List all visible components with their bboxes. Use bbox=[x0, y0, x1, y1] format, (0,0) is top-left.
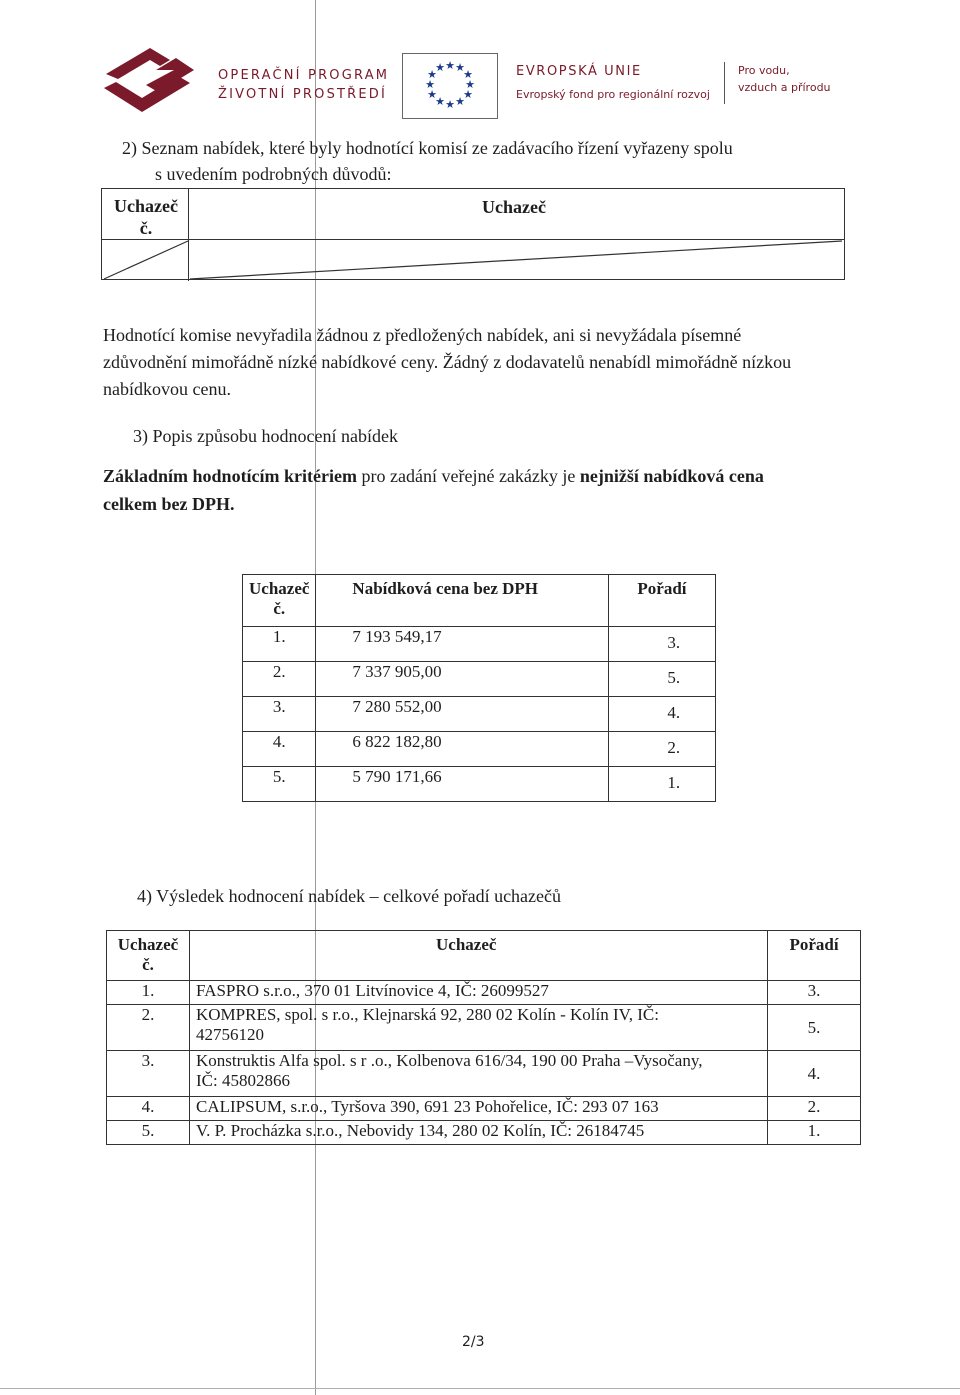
price-row-price: 7 280 552,00 bbox=[316, 697, 609, 732]
ranking-row-name-line1: KOMPRES, spol. s r.o., Klejnarská 92, 280 02 Kolín - Kolín IV, IČ: bbox=[196, 1005, 659, 1024]
overall-ranking-table bbox=[106, 930, 861, 1145]
table-row bbox=[243, 732, 716, 767]
rejected-head-name: Uchazeč bbox=[482, 197, 546, 217]
ranking-row-name bbox=[190, 1005, 768, 1051]
svg-text:★: ★ bbox=[445, 59, 455, 72]
ranking-row-no: 5. bbox=[107, 1121, 190, 1145]
section2-heading-line1: 2) Seznam nabídek, které byly hodnotící komisí ze zadávacího řízení vyřazeny spolu bbox=[122, 138, 733, 158]
table-row bbox=[243, 662, 716, 697]
ranking-row-no: 1. bbox=[107, 981, 190, 1005]
price-row-no: 3. bbox=[243, 697, 316, 732]
price-row-price: 5 790 171,66 bbox=[316, 767, 609, 802]
table-row bbox=[243, 627, 716, 662]
ranking-row-name bbox=[190, 1121, 768, 1145]
price-row-rank: 1. bbox=[609, 767, 716, 802]
slogan-line1: Pro vodu, bbox=[738, 64, 790, 77]
ranking-row-name-line1: CALIPSUM, s.r.o., Tyršova 390, 691 23 Pohořelice, IČ: 293 07 163 bbox=[196, 1097, 659, 1116]
svg-text:★: ★ bbox=[427, 88, 437, 101]
svg-text:★: ★ bbox=[463, 88, 473, 101]
table-row bbox=[107, 981, 861, 1005]
price-row-rank: 4. bbox=[609, 697, 716, 732]
ranking-row-name bbox=[190, 1051, 768, 1097]
ranking-head-no bbox=[107, 931, 190, 981]
header bbox=[0, 0, 960, 125]
header-divider bbox=[724, 62, 725, 104]
svg-text:★: ★ bbox=[463, 68, 473, 81]
program-name-line2: ŽIVOTNÍ PROSTŘEDÍ bbox=[218, 87, 388, 102]
svg-text:★: ★ bbox=[425, 78, 435, 91]
ranking-row-name-line1: V. P. Procházka s.r.o., Nebovidy 134, 280 02 Kolín, IČ: 26184745 bbox=[196, 1121, 645, 1140]
commission-note bbox=[103, 322, 863, 403]
svg-text:★: ★ bbox=[435, 95, 445, 108]
svg-text:★: ★ bbox=[455, 61, 465, 74]
price-row-no: 5. bbox=[243, 767, 316, 802]
price-row-price: 6 822 182,80 bbox=[316, 732, 609, 767]
rejected-bids-table bbox=[101, 188, 845, 280]
ranking-row-rank: 1. bbox=[768, 1121, 861, 1145]
ranking-row-name-line2: 42756120 bbox=[196, 1025, 264, 1044]
price-row-no: 2. bbox=[243, 662, 316, 697]
ranking-row-rank: 2. bbox=[768, 1097, 861, 1121]
price-row-rank: 3. bbox=[609, 627, 716, 662]
page-number: 2/3 bbox=[462, 1334, 485, 1350]
eu-flag-icon bbox=[402, 53, 498, 119]
price-row-price: 7 337 905,00 bbox=[316, 662, 609, 697]
ranking-row-name bbox=[190, 981, 768, 1005]
ranking-row-name-line1: FASPRO s.r.o., 370 01 Litvínovice 4, IČ: 26099527 bbox=[196, 981, 549, 1000]
table-row bbox=[243, 697, 716, 732]
ranking-head-no-line1: Uchazeč bbox=[117, 935, 179, 954]
criterion-bold-2: nejnižší nabídková cena bbox=[579, 466, 764, 486]
ranking-head-rank: Pořadí bbox=[768, 931, 861, 981]
svg-text:★: ★ bbox=[465, 78, 475, 91]
ranking-row-rank: 3. bbox=[768, 981, 861, 1005]
price-row-price: 7 193 549,17 bbox=[316, 627, 609, 662]
rejected-head-no-line2: č. bbox=[139, 218, 153, 238]
ranking-row-name-line1: Konstruktis Alfa spol. s r .o., Kolbenova 616/34, 190 00 Praha –Vysočany, bbox=[196, 1051, 703, 1070]
slogan-line2: vzduch a přírodu bbox=[738, 81, 831, 94]
price-row-no: 1. bbox=[243, 627, 316, 662]
svg-text:★: ★ bbox=[435, 61, 445, 74]
criterion-bold-1: Základním hodnotícím kritériem bbox=[103, 466, 358, 486]
table-row bbox=[107, 1121, 861, 1145]
section3-heading: 3) Popis způsobu hodnocení nabídek bbox=[133, 426, 398, 446]
price-row-rank: 5. bbox=[609, 662, 716, 697]
criterion-text: pro zadání veřejné zakázky je bbox=[357, 466, 580, 486]
program-name-line1: OPERAČNÍ PROGRAM bbox=[218, 68, 390, 83]
bid-price-table bbox=[242, 574, 716, 802]
table-row bbox=[107, 1005, 861, 1051]
ranking-row-rank: 4. bbox=[768, 1051, 861, 1097]
rejected-head-no-line1: Uchazeč bbox=[114, 196, 178, 216]
eu-title: EVROPSKÁ UNIE bbox=[516, 64, 642, 79]
commission-note-line2: zdůvodnění mimořádně nízké nabídkové ceny. Žádný z dodavatelů nenabídl mimořádně nízkou bbox=[103, 352, 792, 372]
ranking-head-name: Uchazeč bbox=[190, 931, 768, 981]
section4-heading: 4) Výsledek hodnocení nabídek – celkové pořadí uchazečů bbox=[137, 886, 562, 906]
criterion-line-2: celkem bez DPH. bbox=[103, 494, 235, 514]
commission-note-line1: Hodnotící komise nevyřadila žádnou z předložených nabídek, ani si nevyžádala písemné bbox=[103, 325, 742, 345]
eu-subtitle: Evropský fond pro regionální rozvoj bbox=[516, 88, 710, 101]
commission-note-line3: nabídkovou cenu. bbox=[103, 379, 231, 399]
rejected-head-no bbox=[110, 195, 182, 239]
svg-text:★: ★ bbox=[427, 68, 437, 81]
ranking-head-no-line2: č. bbox=[142, 955, 154, 974]
price-head-no-line1: Uchazeč bbox=[249, 579, 310, 598]
ranking-row-rank: 5. bbox=[768, 1005, 861, 1051]
rejected-table-strike-lines bbox=[102, 239, 844, 281]
criterion-paragraph bbox=[103, 462, 863, 518]
price-head-no-line2: č. bbox=[273, 599, 286, 618]
price-row-no: 4. bbox=[243, 732, 316, 767]
ranking-row-no: 4. bbox=[107, 1097, 190, 1121]
price-head-no bbox=[243, 575, 316, 627]
opzp-logo-icon bbox=[100, 44, 200, 116]
ranking-row-name-line2: IČ: 45802866 bbox=[196, 1071, 290, 1090]
ranking-row-no: 2. bbox=[107, 1005, 190, 1051]
price-head-rank: Pořadí bbox=[609, 575, 716, 627]
svg-text:★: ★ bbox=[445, 98, 455, 111]
table-row bbox=[243, 767, 716, 802]
price-row-rank: 2. bbox=[609, 732, 716, 767]
ranking-row-no: 3. bbox=[107, 1051, 190, 1097]
table-row bbox=[107, 1097, 861, 1121]
ranking-row-name bbox=[190, 1097, 768, 1121]
price-head-price: Nabídková cena bez DPH bbox=[316, 575, 609, 627]
table-row bbox=[107, 1051, 861, 1097]
section2-heading-line2: s uvedením podrobných důvodů: bbox=[155, 164, 392, 184]
scan-artifact-bottom-line bbox=[0, 1388, 960, 1389]
svg-text:★: ★ bbox=[455, 95, 465, 108]
